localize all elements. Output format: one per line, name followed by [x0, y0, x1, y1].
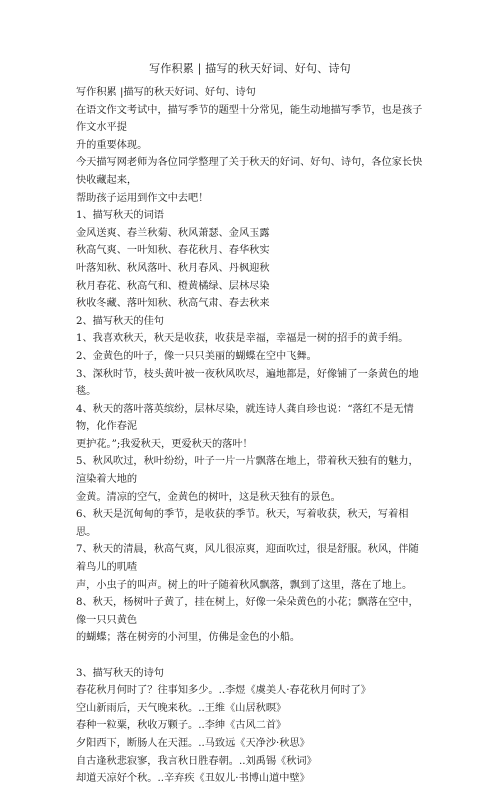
text-line: 秋高气爽、一叶知秋、春花秋月、春华秋实 [76, 245, 270, 257]
text-line: 4、秋天的落叶落英缤纷，层林尽染，就连诗人龚自珍也说：“落红不是无情物，化作春泥 [76, 403, 414, 433]
text-line: 3、描写秋天的诗句 [76, 667, 164, 679]
text-line: 却道天凉好个秋。..辛弃疾《丑奴儿·书博山道中壁》 [76, 773, 310, 785]
text-line: 春花秋月何时了？往事知多少。..李煜《虞美人·春花秋月何时了》 [76, 685, 371, 697]
blank-line [76, 647, 424, 665]
text-line: 1、我喜欢秋天，秋天是收获，收获是幸福，幸福是一树的招手的黄手绢。 [76, 333, 409, 345]
text-line: 5、秋风吹过，秋叶纷纷，叶子一片一片飘落在地上，带着秋天独有的魅力，渲染着大地的 [76, 456, 419, 486]
text-line: 在语文作文考试中，描写季节的题型十分常见，能生动地描写季节，也是孩子作文水平提 [76, 104, 423, 134]
text-line: 7、秋天的清晨，秋高气爽，风儿很凉爽，迎面吹过，很是舒服。秋风，伴随着鸟儿的叽喳 [76, 544, 419, 574]
text-line: 叶落知秋、秋风落叶、秋月春风、丹枫迎秋 [76, 262, 270, 274]
text-line: 金黄。清凉的空气，金黄色的树叶，这是秋天独有的景色。 [76, 491, 341, 503]
page-title: 写作积累 | 描写的秋天好词、好句、诗句 [149, 62, 351, 75]
text-line: 1、描写秋天的词语 [76, 210, 164, 222]
text-line: 升的重要体现。 [76, 139, 148, 151]
text-line: 3、深秋时节，枝头黄叶被一夜秋风吹尽，遍地都是，好像铺了一条黄色的地毯。 [76, 368, 419, 398]
text-line: 夕阳西下，断肠人在天涯。..马致远《天净沙·秋思》 [76, 737, 310, 749]
text-line: 2、描写秋天的佳句 [76, 315, 164, 327]
text-line: 金风送爽、春兰秋菊、秋风萧瑟、金风玉露 [76, 227, 270, 239]
text-line: 自古逢秋悲寂寥，我言秋日胜春朝。..刘禹锡《秋词》 [76, 755, 317, 767]
text-line: 声，小虫子的叫声。树上的叶子随着秋风飘落，飘到了这里，落在了地上。 [76, 579, 413, 591]
article-body [76, 84, 424, 788]
text-line: 秋月春花、秋高气和、橙黄橘绿、层林尽染 [76, 280, 270, 292]
text-line: 6、秋天是沉甸甸的季节，是收获的季节。秋天，写着收获，秋天，写着相思。 [76, 509, 409, 538]
text-line: 今天描写网老师为各位同学整理了关于秋天的好词、好句、诗句，各位家长快快收藏起来， [76, 157, 423, 186]
text-line: 春种一粒粟，秋收万颗子。..李绅《古风二首》 [76, 720, 287, 732]
text-line: 秋收冬藏、落叶知秋、秋高气肃、春去秋来 [76, 298, 270, 310]
text-line: 2、金黄色的叶子，像一只只美丽的蝴蝶在空中飞舞。 [76, 350, 317, 362]
text-line: 帮助孩子运用到作文中去吧！ [76, 192, 209, 204]
text-line: 更护花。”;我爱秋天，更爱秋天的落叶！ [76, 438, 253, 450]
text-line: 空山新雨后，天气晚来秋。..王维《山居秋暝》 [76, 702, 287, 714]
text-line: 写作积累 |描写的秋天好词、好句、诗句 [76, 87, 256, 98]
text-line: 8、秋天，杨树叶子黄了，挂在树上，好像一朵朵黄色的小花；飘落在空中，像一只只黄色 [76, 597, 419, 626]
text-line: 的蝴蝶；落在树旁的小河里，仿佛是金色的小船。 [76, 632, 301, 644]
